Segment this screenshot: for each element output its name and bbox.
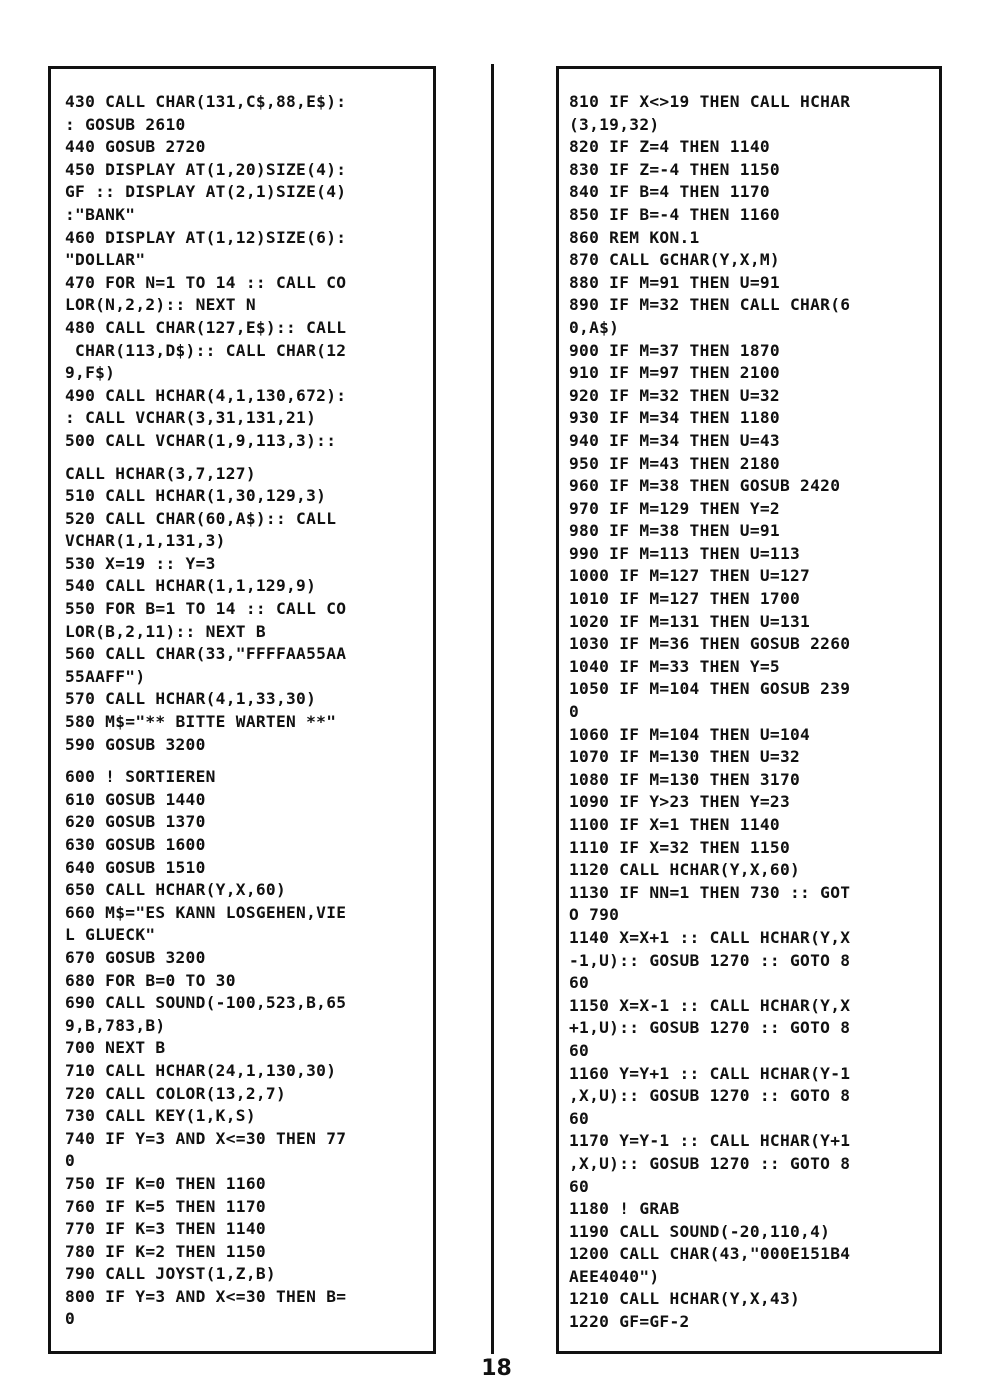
code-line: 1180 ! GRAB — [569, 1199, 680, 1219]
code-line: 60 — [569, 973, 590, 993]
code-line: 780 IF K=2 THEN 1150 — [65, 1241, 266, 1261]
code-line: ,X,U):: GOSUB 1270 :: GOTO 8 — [569, 1086, 851, 1106]
code-line: 810 IF X<>19 THEN CALL HCHAR — [569, 92, 851, 111]
code-line: 700 NEXT B — [65, 1038, 166, 1058]
code-line: : GOSUB 2610 — [65, 114, 186, 134]
code-line: 930 IF M=34 THEN 1180 — [569, 408, 780, 428]
code-line: GF :: DISPLAY AT(2,1)SIZE(4) — [65, 182, 347, 202]
code-line: 470 FOR N=1 TO 14 :: CALL CO — [65, 272, 347, 292]
code-line: 1140 X=X+1 :: CALL HCHAR(Y,X — [569, 927, 851, 947]
code-line: 1190 CALL SOUND(-20,110,4) — [569, 1221, 831, 1241]
code-line: 500 CALL VCHAR(1,9,113,3):: — [65, 430, 337, 450]
code-line: 640 GOSUB 1510 — [65, 857, 206, 877]
code-line: 670 GOSUB 3200 — [65, 947, 206, 967]
code-line: 1040 IF M=33 THEN Y=5 — [569, 656, 780, 676]
code-line: 1010 IF M=127 THEN 1700 — [569, 589, 801, 609]
code-line: -1,U):: GOSUB 1270 :: GOTO 8 — [569, 950, 851, 970]
code-line: 660 M$="ES KANN LOSGEHEN,VIE — [65, 902, 347, 922]
code-line: 590 GOSUB 3200 — [65, 734, 206, 754]
code-line: 1220 GF=GF-2 — [569, 1312, 690, 1332]
code-line: 1210 CALL HCHAR(Y,X,43) — [569, 1289, 801, 1309]
column-divider — [491, 64, 494, 1354]
code-line: 890 IF M=32 THEN CALL CHAR(6 — [569, 295, 851, 315]
code-line: 610 GOSUB 1440 — [65, 789, 206, 809]
code-line: 1000 IF M=127 THEN U=127 — [569, 566, 811, 586]
code-line: 960 IF M=38 THEN GOSUB 2420 — [569, 476, 841, 496]
code-line: 950 IF M=43 THEN 2180 — [569, 453, 780, 473]
page-number: 18 — [481, 1356, 512, 1381]
code-line: 1060 IF M=104 THEN U=104 — [569, 724, 811, 744]
code-line: 430 CALL CHAR(131,C$,88,E$): — [65, 92, 347, 111]
right-code-panel — [556, 66, 942, 1354]
code-line: 9,F$) — [65, 363, 116, 383]
code-line: 1160 Y=Y+1 :: CALL HCHAR(Y-1 — [569, 1063, 851, 1083]
code-line: 0 — [65, 1309, 76, 1329]
code-line: 540 CALL HCHAR(1,1,129,9) — [65, 576, 317, 596]
left-code-panel — [48, 66, 436, 1354]
code-line: 750 IF K=0 THEN 1160 — [65, 1173, 266, 1193]
code-line: L GLUECK" — [65, 925, 156, 945]
code-line: 970 IF M=129 THEN Y=2 — [569, 498, 780, 518]
code-line: ,X,U):: GOSUB 1270 :: GOTO 8 — [569, 1153, 851, 1173]
code-line: 490 CALL HCHAR(4,1,130,672): — [65, 385, 347, 405]
code-line: 1110 IF X=32 THEN 1150 — [569, 837, 791, 857]
code-line: (3,19,32) — [569, 114, 660, 134]
code-line: 550 FOR B=1 TO 14 :: CALL CO — [65, 599, 347, 619]
code-line: 770 IF K=3 THEN 1140 — [65, 1219, 266, 1239]
code-line: 1120 CALL HCHAR(Y,X,60) — [569, 860, 801, 880]
code-line: 0 — [569, 702, 580, 722]
code-line: 440 GOSUB 2720 — [65, 137, 206, 157]
code-line: 1050 IF M=104 THEN GOSUB 239 — [569, 679, 851, 699]
code-line: 580 M$="** BITTE WARTEN **" — [65, 712, 337, 732]
code-line: 620 GOSUB 1370 — [65, 812, 206, 832]
code-line: LOR(B,2,11):: NEXT B — [65, 621, 266, 641]
code-line: LOR(N,2,2):: NEXT N — [65, 295, 256, 315]
code-line: 60 — [569, 1176, 590, 1196]
code-line: 520 CALL CHAR(60,A$):: CALL — [65, 508, 337, 528]
code-line: 1200 CALL CHAR(43,"000E151B4 — [569, 1244, 851, 1264]
code-line: 880 IF M=91 THEN U=91 — [569, 272, 780, 292]
code-line: "DOLLAR" — [65, 250, 146, 270]
code-line: 1100 IF X=1 THEN 1140 — [569, 815, 780, 834]
code-line: : CALL VCHAR(3,31,131,21) — [65, 408, 317, 428]
code-line: 1080 IF M=130 THEN 3170 — [569, 769, 801, 789]
code-line: 900 IF M=37 THEN 1870 — [569, 340, 780, 360]
code-line: 0 — [65, 1151, 76, 1171]
code-line: :"BANK" — [65, 204, 136, 224]
code-line: 1170 Y=Y-1 :: CALL HCHAR(Y+1 — [569, 1131, 851, 1151]
code-line: 0,A$) — [569, 317, 620, 337]
code-line: 1030 IF M=36 THEN GOSUB 2260 — [569, 634, 851, 654]
code-line: O 790 — [569, 905, 620, 925]
code-line: 600 ! SORTIEREN — [65, 767, 216, 787]
code-line: 55AAFF") — [65, 666, 146, 686]
code-line: 860 REM KON.1 — [569, 227, 700, 247]
code-line: 800 IF Y=3 AND X<=30 THEN B= — [65, 1286, 347, 1306]
code-line: 850 IF B=-4 THEN 1160 — [569, 204, 780, 224]
code-line: 1130 IF NN=1 THEN 730 :: GOT — [569, 882, 851, 902]
code-line: 480 CALL CHAR(127,E$):: CALL — [65, 317, 347, 337]
code-line: 730 CALL KEY(1,K,S) — [65, 1106, 256, 1126]
code-line: 760 IF K=5 THEN 1170 — [65, 1196, 266, 1216]
code-line: AEE4040") — [569, 1266, 660, 1286]
code-line: CHAR(113,D$):: CALL CHAR(12 — [65, 340, 347, 360]
code-line: 710 CALL HCHAR(24,1,130,30) — [65, 1060, 337, 1080]
code-line: VCHAR(1,1,131,3) — [65, 531, 226, 551]
code-line: 1020 IF M=131 THEN U=131 — [569, 611, 811, 631]
code-line: 820 IF Z=4 THEN 1140 — [569, 137, 770, 157]
code-line: 560 CALL CHAR(33,"FFFFAA55AA — [65, 644, 347, 664]
code-line: 990 IF M=113 THEN U=113 — [569, 543, 801, 563]
code-line: 840 IF B=4 THEN 1170 — [569, 182, 770, 202]
code-line: 980 IF M=38 THEN U=91 — [569, 521, 780, 541]
code-line: 630 GOSUB 1600 — [65, 835, 206, 854]
code-line: 60 — [569, 1040, 590, 1060]
code-line: 740 IF Y=3 AND X<=30 THEN 77 — [65, 1128, 347, 1148]
code-line: 830 IF Z=-4 THEN 1150 — [569, 159, 780, 179]
code-line: 460 DISPLAY AT(1,12)SIZE(6): — [65, 227, 347, 247]
code-line: 60 — [569, 1108, 590, 1128]
code-line: 1070 IF M=130 THEN U=32 — [569, 747, 801, 767]
code-line: 530 X=19 :: Y=3 — [65, 553, 216, 573]
code-line: +1,U):: GOSUB 1270 :: GOTO 8 — [569, 1018, 851, 1038]
code-line: CALL HCHAR(3,7,127) — [65, 463, 256, 483]
code-line: 680 FOR B=0 TO 30 — [65, 970, 236, 990]
code-line: 570 CALL HCHAR(4,1,33,30) — [65, 689, 317, 709]
code-line: 690 CALL SOUND(-100,523,B,65 — [65, 993, 347, 1013]
code-line: 1090 IF Y>23 THEN Y=23 — [569, 792, 791, 812]
blank-line — [65, 756, 433, 766]
code-line: 790 CALL JOYST(1,Z,B) — [65, 1264, 276, 1284]
code-line: 870 CALL GCHAR(Y,X,M) — [569, 250, 780, 270]
code-line: 450 DISPLAY AT(1,20)SIZE(4): — [65, 159, 347, 179]
code-line: 940 IF M=34 THEN U=43 — [569, 430, 780, 450]
code-line: 920 IF M=32 THEN U=32 — [569, 385, 780, 405]
code-line: 1150 X=X-1 :: CALL HCHAR(Y,X — [569, 995, 851, 1015]
code-line: 9,B,783,B) — [65, 1015, 166, 1035]
blank-line — [65, 453, 433, 463]
code-line: 650 CALL HCHAR(Y,X,60) — [65, 880, 287, 900]
code-line: 720 CALL COLOR(13,2,7) — [65, 1083, 287, 1103]
code-line: 910 IF M=97 THEN 2100 — [569, 363, 780, 383]
code-line: 510 CALL HCHAR(1,30,129,3) — [65, 486, 327, 506]
